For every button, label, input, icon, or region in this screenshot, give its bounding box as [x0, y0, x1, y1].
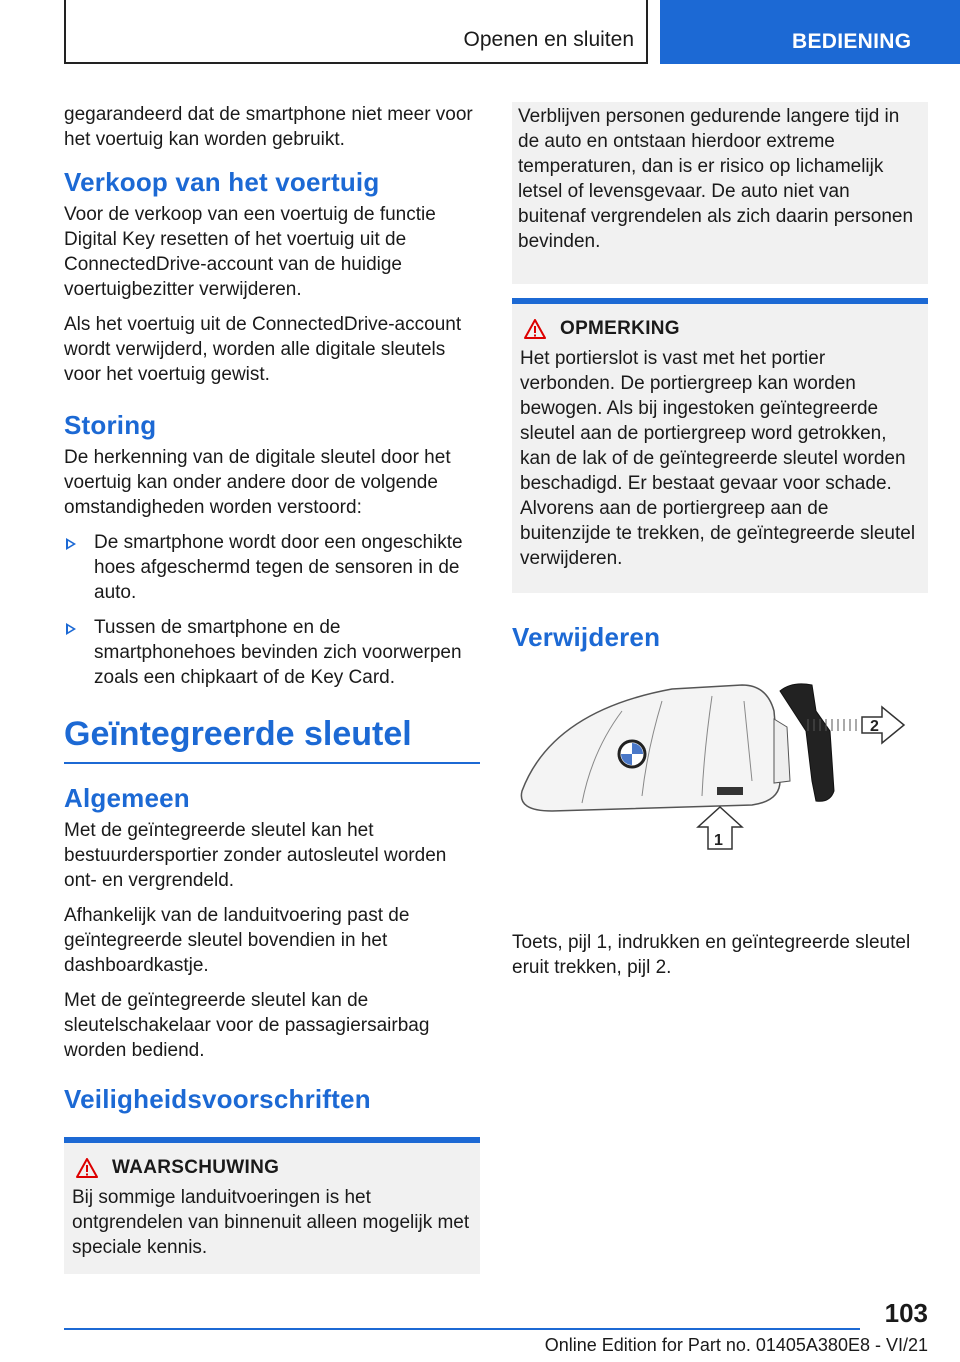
warning-triangle-icon	[524, 319, 546, 339]
section-title: Openen en sluiten	[463, 28, 634, 51]
heading-algemeen: Algemeen	[64, 783, 190, 813]
warning-triangle-icon	[76, 1158, 98, 1178]
warning-title: WAARSCHUWING	[76, 1157, 472, 1179]
key-illustration	[512, 671, 928, 881]
paragraph: Afhankelijk van de landuitvoering past de geïntegreerde sleutel bovendien in het dashboardkastje.	[64, 905, 410, 976]
heading-storing: Storing	[64, 410, 157, 440]
paragraph: Als het voertuig uit de ConnectedDrive-account wordt verwijderd, worden alle digitale sleutels voor het voertuig gewist.	[64, 314, 462, 385]
paragraph: De herkenning van de digitale sleutel door het voertuig kan onder andere door de volgende omstandigheden worden verstoord:	[64, 447, 451, 518]
warning-text: Verblijven personen gedurende langere tijd in de auto en ontstaan hierdoor extreme temperaturen, dan is er risico op lichamelijk letsel of levensgevaar. De auto niet van buitenaf vergrendelen als zich daarin personen bevinden.	[518, 106, 914, 252]
bullet-list	[64, 530, 480, 690]
chapter-tab[interactable]	[660, 0, 960, 64]
triangle-bullet-icon	[66, 623, 76, 635]
footer-divider	[64, 1328, 860, 1330]
heading-veiligheidsvoorschriften: Veiligheidsvoorschriften	[64, 1084, 371, 1114]
warning-box	[64, 1137, 480, 1274]
paragraph: Voor de verkoop van een voertuig de functie Digital Key resetten of het voertuig uit de ConnectedDrive-account van de huidige voertuigbezitter verwijderen.	[64, 204, 436, 300]
triangle-bullet-icon	[66, 538, 76, 550]
figure-caption: Toets, pijl 1, indrukken en geïntegreerde sleutel eruit trekken, pijl 2.	[512, 932, 911, 978]
paragraph: gegarandeerd dat de smartphone niet meer voor het voertuig kan worden gebruikt.	[64, 104, 473, 150]
list-item: Tussen de smartphone en de smartphonehoes bevinden zich voorwerpen zoals een chipkaart of de Key Card.	[64, 615, 480, 690]
right-column	[512, 102, 928, 990]
heading-verwijderen: Verwijderen	[512, 622, 661, 652]
paragraph: Met de geïntegreerde sleutel kan het bestuurdersportier zonder autosleutel worden ont- en vergrendeld.	[64, 820, 447, 891]
arrow-2-label: 2	[870, 718, 879, 735]
left-column	[64, 102, 480, 1274]
running-header	[64, 0, 648, 64]
paragraph: Met de geïntegreerde sleutel kan de sleutelschakelaar voor de passagiersairbag worden bediend.	[64, 990, 430, 1061]
warning-box-continued	[512, 102, 928, 284]
list-item: De smartphone wordt door een ongeschikte hoes afgeschermd tegen de sensoren in de auto.	[64, 530, 480, 605]
arrow-1-label: 1	[714, 832, 723, 849]
heading-verkoop: Verkoop van het voertuig	[64, 167, 380, 197]
warning-text: Bij sommige landuitvoeringen is het ontgrendelen van binnenuit alleen mogelijk met speciale kennis.	[72, 1187, 470, 1258]
heading-geintegreerde-sleutel: Geïntegreerde sleutel	[64, 712, 480, 764]
note-box	[512, 298, 928, 593]
arrow-2-icon	[862, 707, 904, 743]
edition-info: Online Edition for Part no. 01405A380E8 - VI/21	[544, 1335, 928, 1355]
chapter-tab-label: BEDIENING	[792, 30, 912, 53]
note-title: OPMERKING	[524, 318, 920, 340]
note-text: Het portierslot is vast met het portier verbonden. De portiergreep kan worden bewogen. Als bij ingestoken geïntegreerde sleutel aan de portiergreep word getrokken, kan de lak of de geïntegreerde sleutel worden beschadigd. Er bestaat gevaar voor schade. Alvorens aan de portiergreep aan de buitenzijde te trekken, de geïntegreerde sleutel verwijderen.	[520, 348, 916, 569]
page-number: 103	[884, 1298, 928, 1328]
